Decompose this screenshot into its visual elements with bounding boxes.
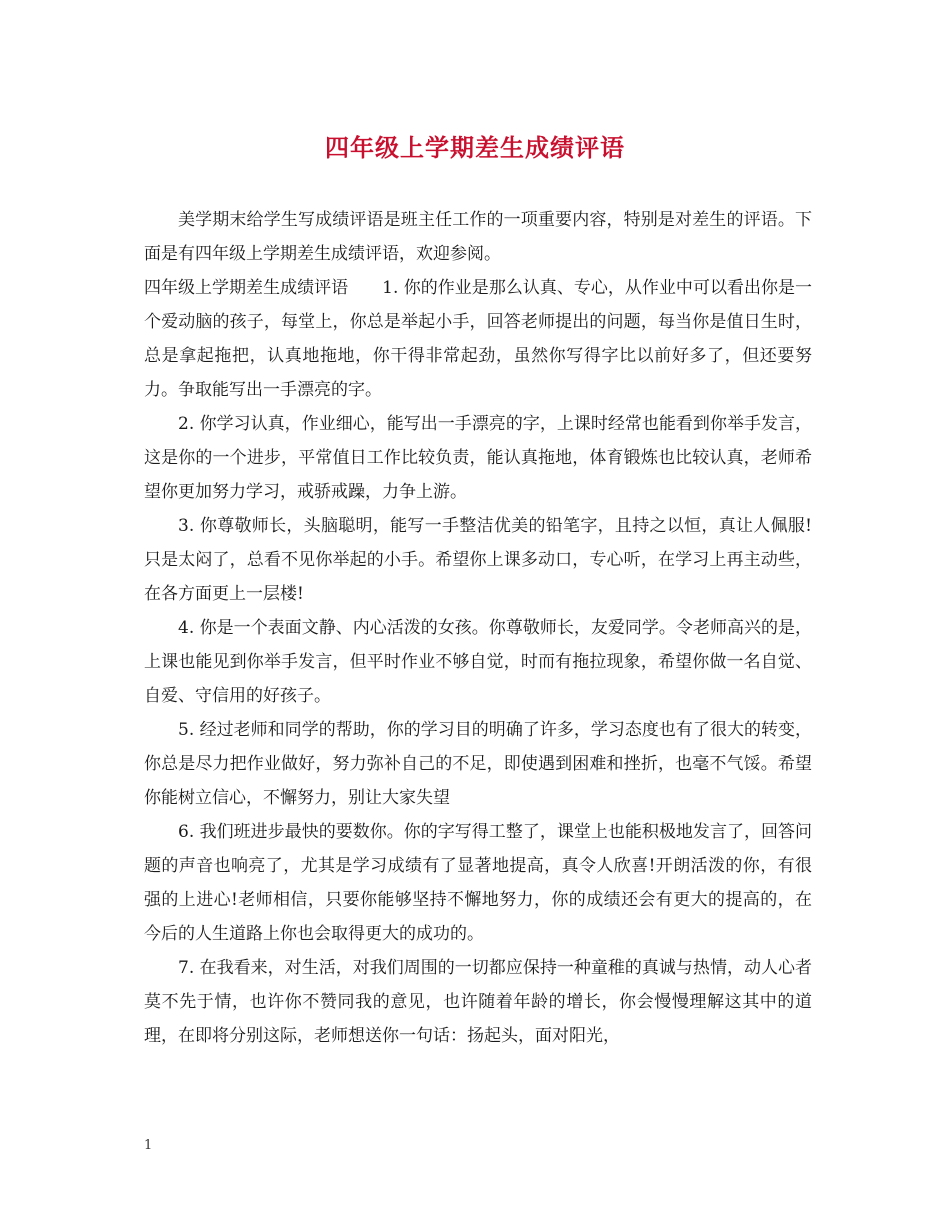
comment-paragraph-2: 2. 你学习认真，作业细心，能写出一手漂亮的字，上课时经常也能看到你举手发言，这是你的一个进步，平常值日工作比较负责，能认真拖地，体育锻炼也比较认真，老师希望你更加努力学习，戒骄戒躁，力争上游。 — [144, 414, 812, 502]
document-body — [144, 203, 812, 1053]
comment-paragraph-7: 7. 在我看来，对生活，对我们周围的一切都应保持一种童稚的真诚与热情，动人心者莫不先于情，也许你不赞同我的意见，也许随着年龄的增长，你会慢慢理解这其中的道理，在即将分别这际，老师想送你一句话：扬起头，面对阳光， — [144, 958, 812, 1046]
document-title: 四年级上学期差生成绩评语 — [325, 133, 625, 162]
comment-paragraph-6: 6. 我们班进步最快的要数你。你的字写得工整了，课堂上也能积极地发言了，回答问题的声音也响亮了，尤其是学习成绩有了显著地提高，真令人欣喜!开朗活泼的你，有很强的上进心!老师相信，只要你能够坚持不懈地努力，你的成绩还会有更大的提高的，在今后的人生道路上你也会取得更大的成功的。 — [144, 822, 812, 944]
comment-paragraph-3: 3. 你尊敬师长，头脑聪明，能写一手整洁优美的铅笔字，且持之以恒，真让人佩服!只是太闷了，总看不见你举起的小手。希望你上课多动口，专心听，在学习上再主动些，在各方面更上一层楼! — [144, 516, 812, 604]
page-number: 1 — [144, 1138, 153, 1153]
comment-paragraph-1: 四年级上学期差生成绩评语 1. 你的作业是那么认真、专心，从作业中可以看出你是一个爱动脑的孩子，每堂上，你总是举起小手，回答老师提出的问题，每当你是值日生时，总是拿起拖把，认真地拖地，你干得非常起劲，虽然你写得字比以前好多了，但还要努力。争取能写出一手漂亮的字。 — [144, 278, 812, 400]
intro-paragraph: 美学期末给学生写成绩评语是班主任工作的一项重要内容，特别是对差生的评语。下面是有四年级上学期差生成绩评语，欢迎参阅。 — [144, 210, 812, 264]
comment-paragraph-5: 5. 经过老师和同学的帮助，你的学习目的明确了许多，学习态度也有了很大的转变，你总是尽力把作业做好，努力弥补自己的不足，即使遇到困难和挫折，也毫不气馁。希望你能树立信心，不懈努力，别让大家失望 — [144, 720, 812, 808]
comment-paragraph-4: 4. 你是一个表面文静、内心活泼的女孩。你尊敬师长，友爱同学。令老师高兴的是，上课也能见到你举手发言，但平时作业不够自觉，时而有拖拉现象，希望你做一名自觉、自爱、守信用的好孩子。 — [144, 618, 812, 706]
